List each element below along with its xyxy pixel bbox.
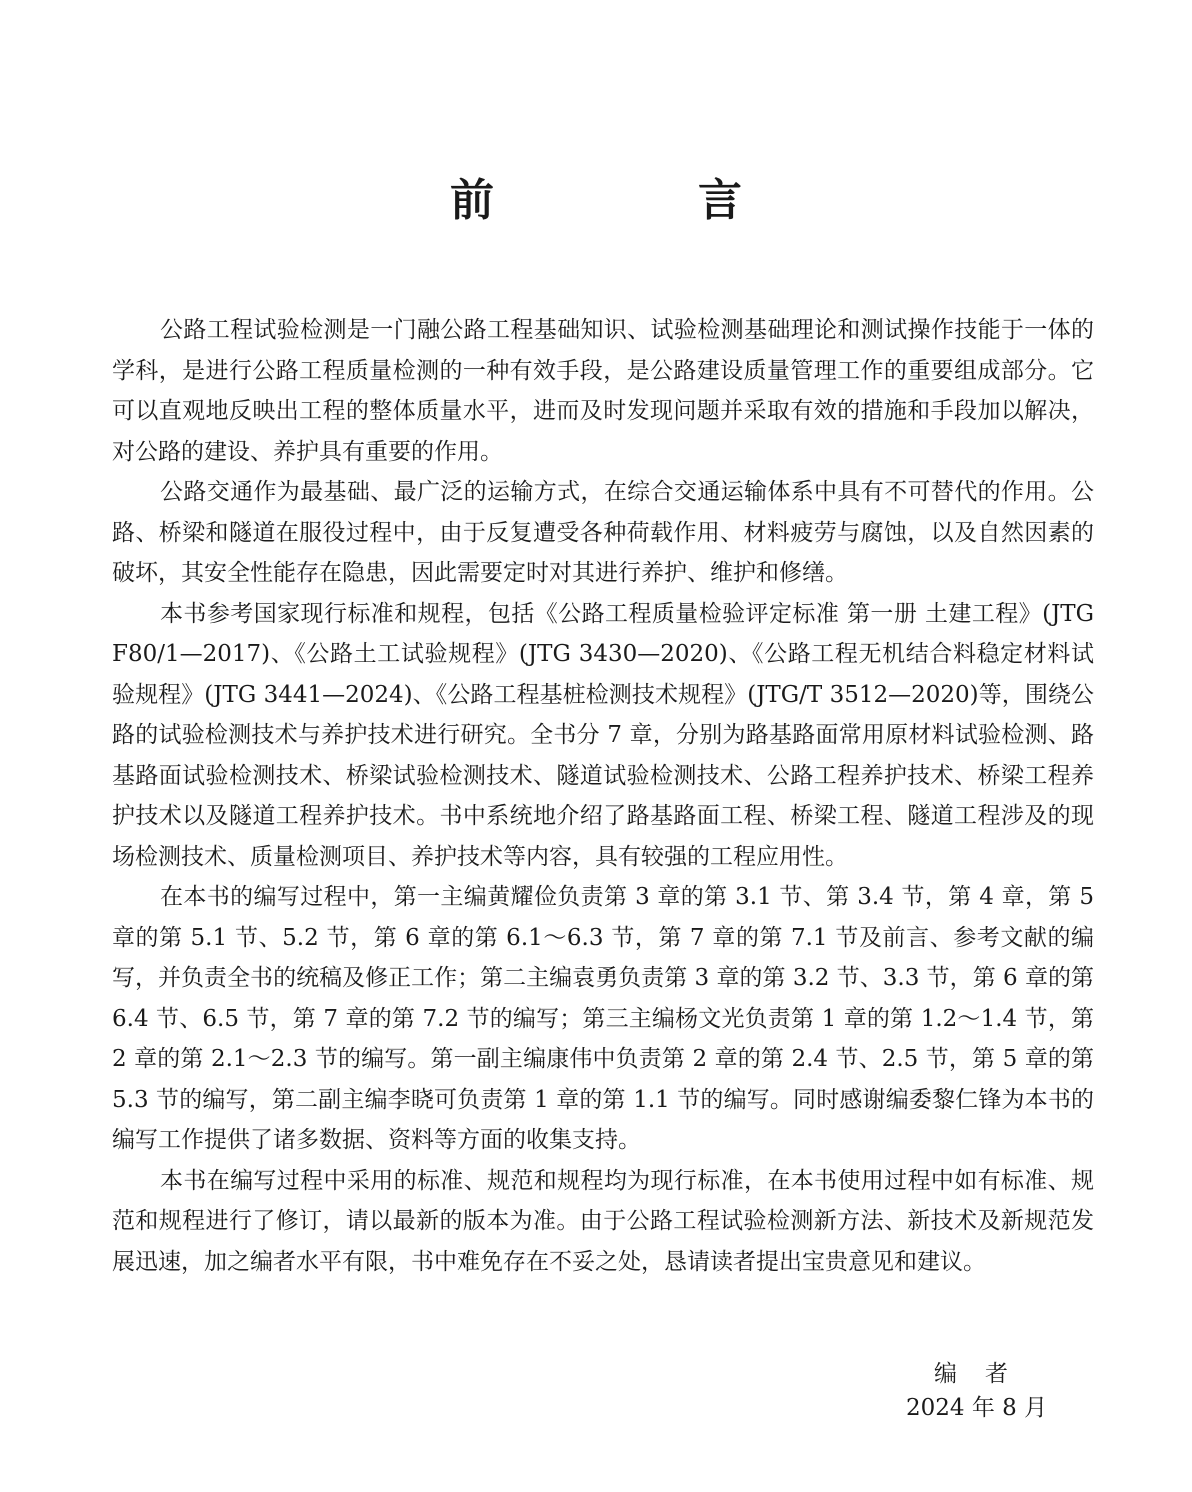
paragraph-1: 公路工程试验检测是一门融公路工程基础知识、试验检测基础理论和测试操作技能于一体的学科，是进行公路工程质量检测的一种有效手段，是公路建设质量管理工作的重要组成部分。它可以直观地反映出工程的整体质量水平，进而及时发现问题并采取有效的措施和手段加以解决，对公路的建设、养护具有重要的作用。 [112, 317, 1094, 465]
paragraph-5: 本书在编写过程中采用的标准、规范和规程均为现行标准，在本书使用过程中如有标准、规范和规程进行了修订，请以最新的版本为准。由于公路工程试验检测新方法、新技术及新规范发展迅速，加之编者水平有限，书中难免存在不妥之处，恳请读者提出宝贵意见和建议。 [112, 1167, 1094, 1275]
signature-date: 2024 年 8 月 [906, 1395, 1048, 1421]
paragraph-3: 本书参考国家现行标准和规程，包括《公路工程质量检验评定标准 第一册 土建工程》(JTG F80/1—2017)、《公路土工试验规程》(JTG 3430—2020)、《公路工程无机结合料稳定材料试验规程》(JTG 3441—2024)、《公路工程基桩检测技术规程》(JTG/T 3512—2020)等，围绕公路的试验检测技术与养护技术进行研究。全书分 7 章，分别为路基路面常用原材料试验检测、路基路面试验检测技术、桥梁试验检测技术、隧道试验检测技术、公路工程养护技术、桥梁工程养护技术以及隧道工程养护技术。书中系统地介绍了路基路面工程、桥梁工程、隧道工程涉及的现场检测技术、质量检测项目、养护技术等内容，具有较强的工程应用性。 [112, 600, 1094, 870]
paragraph-4: 在本书的编写过程中，第一主编黄耀俭负责第 3 章的第 3.1 节、第 3.4 节，第 4 章，第 5 章的第 5.1 节、5.2 节，第 6 章的第 6.1～6.3 节，第 7 章的第 7.1 节及前言、参考文献的编写，并负责全书的统稿及修正工作；第二主编袁勇负责第 3 章的第 3.2 节、3.3 节，第 6 章的第 6.4 节、6.5 节，第 7 章的第 7.2 节的编写；第三主编杨文光负责第 1 章的第 1.2～1.4 节，第 2 章的第 2.1～2.3 节的编写。第一副主编康伟中负责第 2 章的第 2.4 节、2.5 节，第 5 章的第 5.3 节的编写，第二副主编李晓可负责第 1 章的第 1.1 节的编写。同时感谢编委黎仁锋为本书的编写工作提供了诸多数据、资料等方面的收集支持。 [112, 884, 1094, 1153]
paragraph-2: 公路交通作为最基础、最广泛的运输方式，在综合交通运输体系中具有不可替代的作用。公路、桥梁和隧道在服役过程中，由于反复遭受各种荷载作用、材料疲劳与腐蚀，以及自然因素的破坏，其安全性能存在隐患，因此需要定时对其进行养护、维护和修缮。 [112, 479, 1094, 586]
signature-author: 编者 [934, 1361, 1036, 1387]
preface-body [112, 310, 1094, 1282]
page-title: 前 言 [450, 175, 822, 227]
